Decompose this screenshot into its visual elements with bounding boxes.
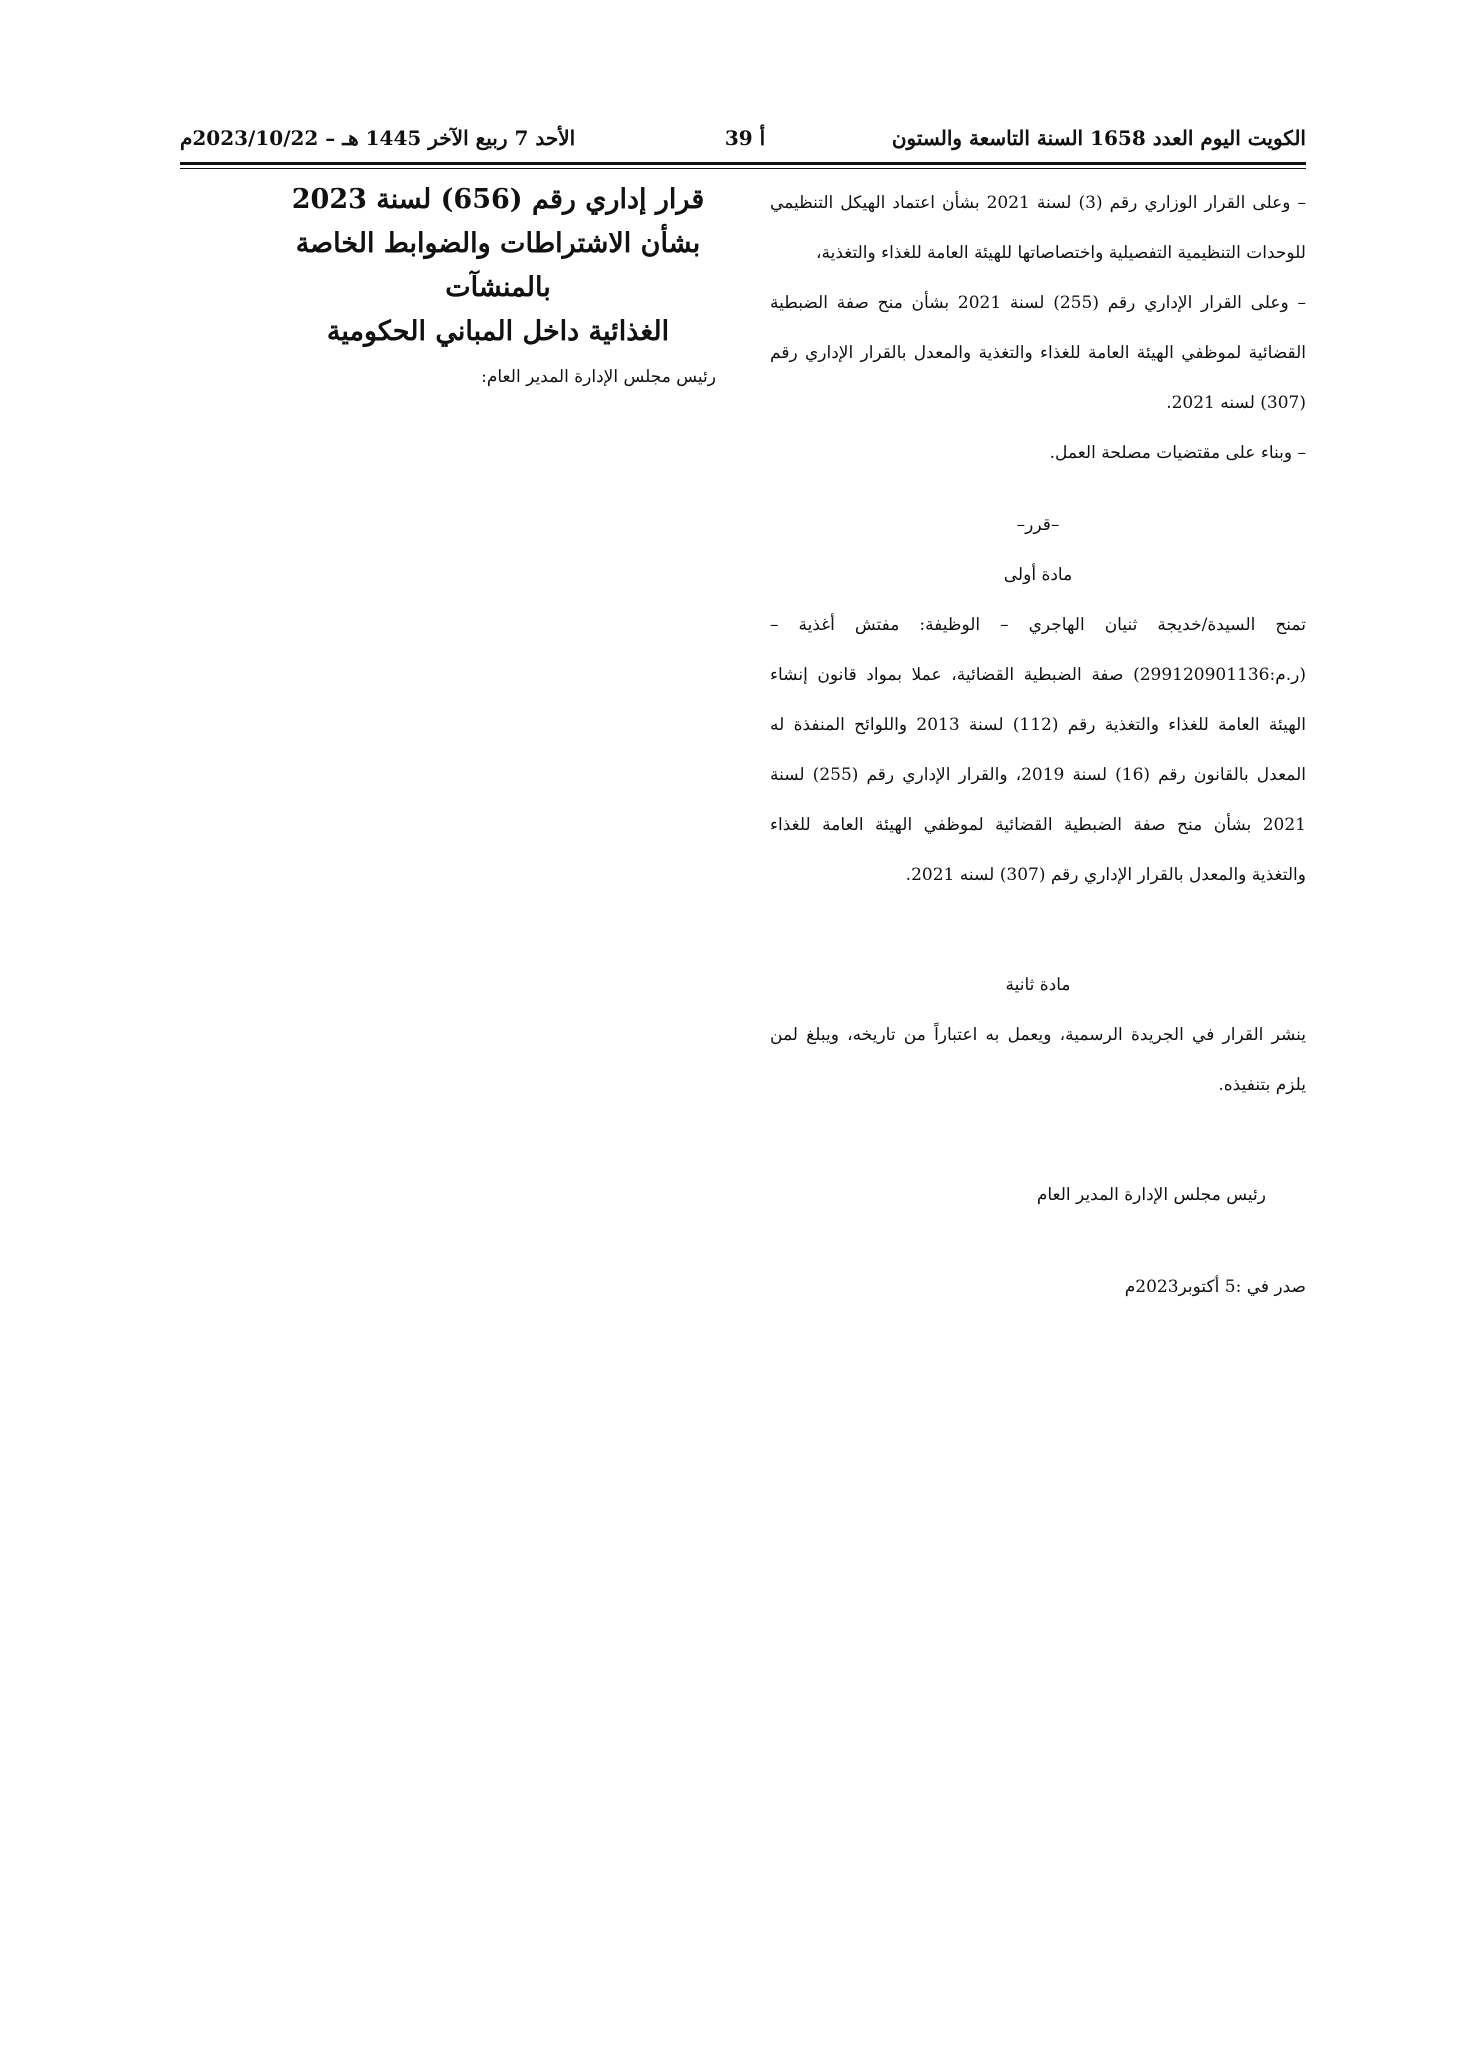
header-page-number: أ 39 [724,126,766,150]
decision-title-line3: الغذائية داخل المباني الحكومية [326,316,670,347]
decision-title-line1: قرار إداري رقم (656) لسنة 2023 [291,184,705,215]
decided-heading: –قرر– [1016,515,1060,535]
header-rule-thick [180,162,1306,165]
signature-line: رئيس مجلس الإدارة المدير العام [1036,1185,1266,1205]
right-column [770,178,1306,1312]
article-1-text: تمنح السيدة/خديجة ثنيان الهاجري – الوظيفة: مفتش أغذية – (ر.م:299120901136) صفة الضبطية القضائية، عملا بمواد قانون إنشاء الهيئة العامة للغذاء والتغذية رقم (112) لسنة 2013 واللوائح المنفذة له المعدل بالقانون رقم (16) لسنة 2019، والقرار الإداري رقم (255) لسنة 2021 بشأن منح صفة الضبطية القضائية لموظفي الهيئة العامة للغذاء والتغذية والمعدل بالقرار الإداري رقم (307) لسنه 2021. [770,615,1307,885]
header-date: الأحد 7 ربيع الآخر 1445 هـ – 2023/10/22م [180,126,576,150]
clause-administrative-decision: – وعلى القرار الإداري رقم (255) لسنة 2021 بشأن منح صفة الضبطية القضائية لموظفي الهيئة العامة للغذاء والتغذية والمعدل بالقرار الإداري رقم (307) لسنه 2021. [770,293,1307,413]
decision-title-line2: بشأن الاشتراطات والضوابط الخاصة بالمنشآت [295,228,701,303]
clause-ministerial-decision: – وعلى القرار الوزاري رقم (3) لسنة 2021 بشأن اعتماد الهيكل التنظيمي للوحدات التنظيمية التفصيلية واختصاصاتها للهيئة العامة للغذاء والتغذية، [770,193,1306,263]
article-2-title: مادة ثانية [1005,975,1071,995]
left-column [280,178,716,392]
clause-work-interest: – وبناء على مقتضيات مصلحة العمل. [1049,443,1306,463]
signer-heading: رئيس مجلس الإدارة المدير العام: [481,367,716,387]
header-rule-thin [180,168,1306,169]
article-2-text: ينشر القرار في الجريدة الرسمية، ويعمل به اعتباراً من تاريخه، ويبلغ لمن يلزم بتنفيذه. [770,1025,1306,1095]
header-issue-info: الكويت اليوم العدد 1658 السنة التاسعة والستون [891,126,1306,150]
article-1-title: مادة أولى [1003,565,1073,585]
issue-date: صدر في :5 أكتوبر2023م [1124,1277,1306,1297]
